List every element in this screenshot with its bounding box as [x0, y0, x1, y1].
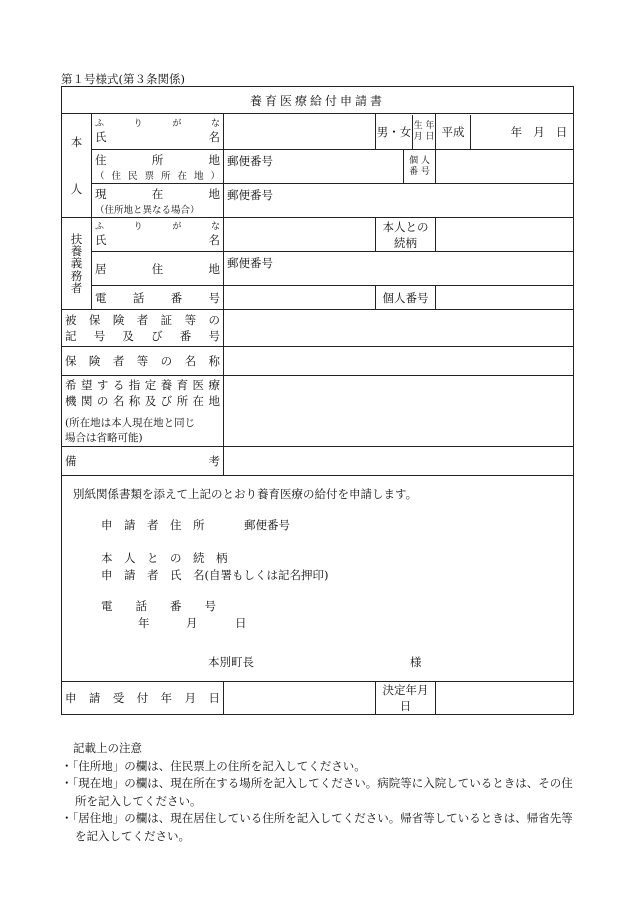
applicant-phone-label: 電 話 番 号: [101, 599, 216, 613]
honnin-current-label-cell: [92, 184, 224, 218]
honnin-sex-choice[interactable]: 男・女: [376, 124, 412, 139]
form-number-label: 第１号様式(第３条関係): [61, 72, 185, 86]
honnin-birthdate-field[interactable]: [436, 114, 574, 150]
note-item: ・「住所地」の欄は、住民票上の住所を記入してください。: [61, 758, 366, 773]
hospital-label-line1: 希望する指定養育医療: [65, 378, 220, 392]
notes-heading: 記載上の注意: [73, 741, 142, 755]
fuyo-residence-field[interactable]: [224, 252, 574, 286]
insurance-certificate-label: 被保険者証等の 記号及び番号: [62, 310, 224, 347]
honnin-current-postal-label: 郵便番号: [227, 188, 273, 202]
birthdate-day-label: 日: [555, 124, 568, 139]
fuyo-phone-label: 電 話 番 号: [92, 286, 224, 310]
honnin-personal-number-field[interactable]: [436, 150, 574, 184]
addressee-honorific: 様: [410, 655, 422, 669]
form-title: 養育医療給付申請書: [62, 87, 574, 114]
applicant-relation-label: 本 人 と の 続 柄: [101, 551, 228, 565]
fuyo-relation-field[interactable]: [436, 218, 574, 252]
honnin-address-label: 住 所 地: [95, 152, 220, 167]
applicant-address-label: 申 請 者 住 所: [101, 518, 205, 532]
hospital-label-line2: 機関の名称及び所在地: [65, 394, 220, 408]
honnin-name-label: 氏 名: [95, 129, 220, 144]
insurer-name-field[interactable]: [224, 347, 574, 376]
honnin-personal-number-label: 個 人 番 号: [404, 150, 436, 184]
remarks-label: 備 考: [62, 447, 224, 476]
fuyo-relation-label: 本人との 続柄: [376, 218, 436, 252]
decision-date-label: 決定年月日: [376, 682, 436, 715]
fuyo-personal-number-label: 個人番号: [376, 286, 436, 310]
note-item: ・「現在地」の欄は、現在所在する場所を記入してください。病院等に入院しているときは、その住所を記入してください。: [61, 776, 573, 808]
applicant-name-label: 申 請 者 氏 名(自署もしくは記名押印): [101, 568, 329, 582]
fuyo-phone-field[interactable]: [224, 286, 376, 310]
honnin-name-label-cell: [92, 114, 224, 150]
notes-section: [61, 740, 576, 845]
fuyo-postal-label: 郵便番号: [227, 256, 273, 270]
declaration-statement: 別紙関係書類を添えて上記のとおり養育医療の給付を申請します。: [73, 487, 418, 501]
receipt-date-label: 申 請 受 付 年 月 日: [62, 682, 224, 715]
honnin-current-label: 現 在 地: [95, 186, 220, 201]
honnin-name-field[interactable]: [224, 114, 376, 150]
note-item: ・「居住地」の欄は、現在居住している住所を記入してください。帰省等しているときは、帰省先等を記入してください。: [61, 811, 573, 843]
addressee-label: 本別町長: [208, 655, 254, 669]
honnin-current-note: （住所地と異なる場合）: [95, 204, 200, 216]
honnin-postal-label: 郵便番号: [227, 154, 273, 168]
hospital-note-line2: 場合は省略可能): [65, 432, 143, 444]
fuyo-name-field[interactable]: [224, 218, 376, 252]
birthdate-month-label: 月: [533, 124, 545, 139]
birthdate-era: 平成: [436, 115, 471, 149]
decision-date-field[interactable]: [436, 682, 574, 715]
fuyo-name-label: 氏 名: [95, 232, 220, 247]
honnin-address-field[interactable]: [224, 150, 404, 184]
declaration-year-label: 年: [138, 616, 150, 630]
honnin-address-note: （住民票所在地）: [95, 170, 220, 182]
honnin-birthdate-label: 生 年 月 日: [412, 115, 435, 149]
fuyo-residence-label: 居 住 地: [92, 252, 224, 286]
declaration-block: [62, 476, 574, 682]
honnin-section-label: 本 人: [62, 114, 92, 218]
fuyo-section-label: 扶 養 義 務 者: [62, 218, 92, 310]
insurer-name-label: 保険者等の名称: [62, 347, 224, 376]
honnin-current-address-field[interactable]: [224, 184, 574, 218]
hospital-field[interactable]: [224, 376, 574, 447]
receipt-date-field[interactable]: [224, 682, 376, 715]
declaration-day-label: 日: [235, 616, 247, 630]
honnin-address-label-cell: [92, 150, 224, 184]
declaration-month-label: 月: [186, 616, 198, 630]
fuyo-personal-number-field[interactable]: [436, 286, 574, 310]
hospital-note-line1: (所在地は本人現在地と同じ: [65, 417, 196, 429]
hospital-label-cell: [62, 376, 224, 447]
application-form-table: [61, 86, 574, 715]
fuyo-furigana-label: ふ り が な: [95, 221, 220, 232]
honnin-furigana-label: ふ り が な: [95, 118, 220, 129]
applicant-postal-label: 郵便番号: [244, 518, 290, 532]
birthdate-year-label: 年: [510, 124, 523, 139]
honnin-sex-birth-cell: [376, 114, 436, 150]
fuyo-name-label-cell: [92, 218, 224, 252]
insurance-certificate-field[interactable]: [224, 310, 574, 347]
remarks-field[interactable]: [224, 447, 574, 476]
